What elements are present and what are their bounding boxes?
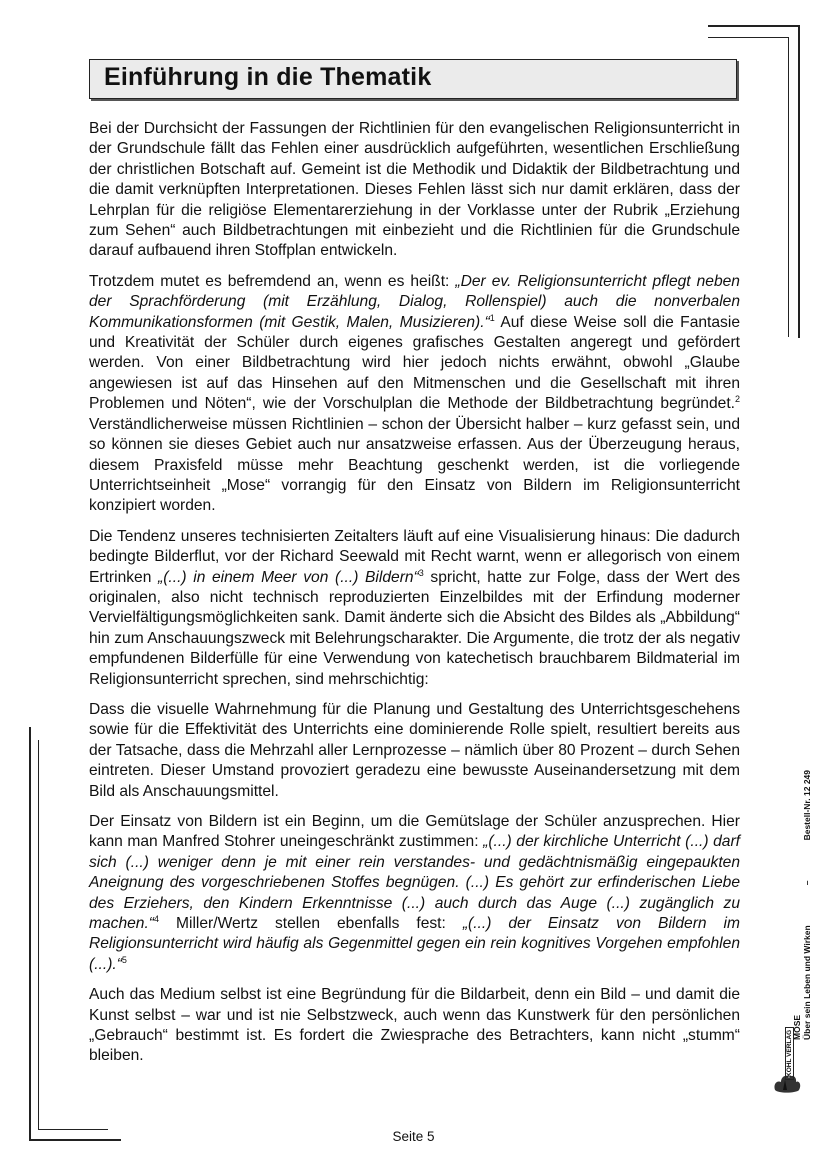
paragraph-text: Bei der Durchsicht der Fassungen der Richtlinien für den evangelischen Religionsunterricht in der Grundschule fällt das Fehlen einer ausdrücklich aufgeführten, wesentlichen Erschließung der christlichen Botschaft auf. Gemeint ist die Methodik und Didaktik der Bildbetrachtung und die damit verknüpften Interpretationen. Dieses Fehlen lässt sich nur damit erklären, dass der Lehrplan für die religiöse Elementarerziehung in der Vorklasse unter der Rubrik „Erziehung zum Sehen“ auch Bildbetrachtungen mit einbezieht und die Richtlinien für die Grundschule darauf aufbauend ihren Stoffplan entwickeln. — [89, 120, 740, 260]
frame-top-line-inner — [708, 37, 788, 38]
paragraph-text: Die Tendenz unseres technisierten Zeitalters läuft auf eine Visualisierung hinaus: Die dadurch bedingte Bilderflut, vor der Richard Seewald mit Recht warnt, wenn er allegorisch von einem Ertrinken — [89, 527, 740, 586]
paragraph — [89, 119, 740, 262]
footnote-marker: 5 — [121, 954, 127, 965]
paragraph-text: spricht, hatte zur Folge, dass der Wert des originalen, also nicht technisch reproduzierten Einzelbildes mit der Erfindung moderner Vervielfältigungsmöglichkeiten sank. Damit änderte sich die Absicht des Bildes als „Abbildung“ hin zum Anschauungszweck mit Belehrungscharakter. Die Argumente, die trotz der als negativ empfundenen Bilderfülle für eine Verwendung von katechetisch brauchbarem Bildmaterial im Religionsunterricht sprechen, sind mehrschichtig: — [89, 568, 740, 688]
frame-right-line — [798, 25, 800, 338]
title-box — [89, 59, 737, 99]
frame-top-line — [708, 25, 800, 27]
footnote-marker: 4 — [154, 913, 160, 924]
paragraph — [89, 272, 740, 517]
sidebar-product-subtitle: Über sein Leben und Wirken — [802, 925, 812, 1040]
frame-left-line — [29, 727, 31, 1140]
frame-left-line-inner — [38, 740, 39, 1130]
sidebar-product-info — [792, 770, 812, 1040]
frame-right-line-inner — [788, 37, 789, 337]
paragraph — [89, 985, 740, 1067]
paragraph-text: Trotzdem mutet es befremdend an, wenn es heißt: — [89, 272, 456, 290]
footnote-marker: 2 — [734, 394, 740, 405]
quotation-text: „(...) der Einsatz von Bildern im Religionsunterricht wird häufig als Gegenmittel gegen ein rein kognitives Vorgehen empfohlen (...).“ — [89, 915, 740, 973]
body-text — [89, 119, 740, 1077]
page-number: Seite 5 — [392, 1129, 435, 1144]
sidebar-separator: – — [802, 880, 812, 886]
paragraph-text: Verständlicherweise müssen Richtlinien – schon der Übersicht halber – kurz gefasst sein, und so können sie dieses Gebiet auch nur ansatzweise erfassen. Aus der Überzeugung heraus, diesem Praxisfeld müsse mehr Beachtung geschenkt werden, ist die vorliegende Unterrichtseinheit „Mose“ vorrangig für den Einsatz von Bildern im Religionsunterricht konzipiert worden. — [89, 415, 740, 515]
quotation-text: „Der ev. Religionsunterricht pflegt neben der Sprachförderung (mit Erzählung, Dialog, Rollenspiel) auch die nonverbalen Kommunikationsformen (mit Gestik, Malen, Musizieren).“ — [89, 272, 740, 331]
paragraph-text: Auf diese Weise soll die Fantasie und Kreativität der Schüler durch eigenes grafisches Gestalten angeregt und gefördert werden. Von einer Bildbetrachtung wird hier jedoch nichts erwähnt, obwohl „Glaube angewiesen ist auf das Hinsehen auf den Mitmenschen und die Gesellschaft mit ihren Problemen und Nöten“, wie der Vorschulplan die Methode der Bildbetrachtung begründet. — [89, 313, 740, 413]
paragraph-text: Dass die visuelle Wahrnehmung für die Planung und Gestaltung des Unterrichtsgeschehens sowie für die Effektivität des Unterrichts eine dominierende Rolle spielt, resultiert bereits aus der Tatsache, dass die Mehrzahl aller Lernprozesse – nämlich über 80 Prozent – durch Sehen eintreten. Dieser Umstand provoziert geradezu eine bewusste Auseinandersetzung mit dem Bild als Anschauungsmittel. — [89, 700, 740, 800]
paragraph — [89, 812, 740, 975]
footnote-marker: 3 — [418, 567, 424, 578]
publisher-name: KOHL VERLAG — [785, 1027, 794, 1080]
footnote-marker: 1 — [489, 312, 495, 323]
paragraph-text: Miller/Wertz stellen ebenfalls fest: — [159, 915, 463, 933]
sidebar-product-title: MOSE — [792, 1014, 802, 1040]
quotation-text: „(...) der kirchliche Unterricht (...) darf sich (...) weniger denn je mit einer rein verstandes- und gedächtnismäßig eingepaukten Aneignung des vorgeschriebenen Stoffes begnügen. (...) Es gehört zur erfinderischen Liebe des Erziehers, den Kindern Erkenntnisse (...) auch durch das Auge (...) zugänglich zu machen.“ — [89, 833, 740, 933]
quotation-text: „(...) in einem Meer von (...) Bildern“ — [158, 568, 419, 586]
page-title: Einführung in die Thematik — [104, 63, 432, 91]
sidebar-product-line — [802, 770, 812, 1040]
paragraph-text: Der Einsatz von Bildern ist ein Beginn, um die Gemütslage der Schüler anzusprechen. Hier kann man Manfred Stohrer uneingeschränkt zustimmen: — [89, 813, 740, 851]
paragraph-text: Auch das Medium selbst ist eine Begründung für die Bildarbeit, denn ein Bild – und damit die Kunst selbst – war und ist nie Selbstzweck, auch wenn das Kunstwerk für den persönlichen „Gebrauch“ bestimmt ist. Es fordert die Zwiesprache des Betrachters, kann nicht „stumm“ bleiben. — [89, 986, 740, 1065]
paragraph — [89, 700, 740, 802]
sidebar-order-number: Bestell-Nr. 12 249 — [802, 770, 812, 841]
paragraph — [89, 527, 740, 690]
